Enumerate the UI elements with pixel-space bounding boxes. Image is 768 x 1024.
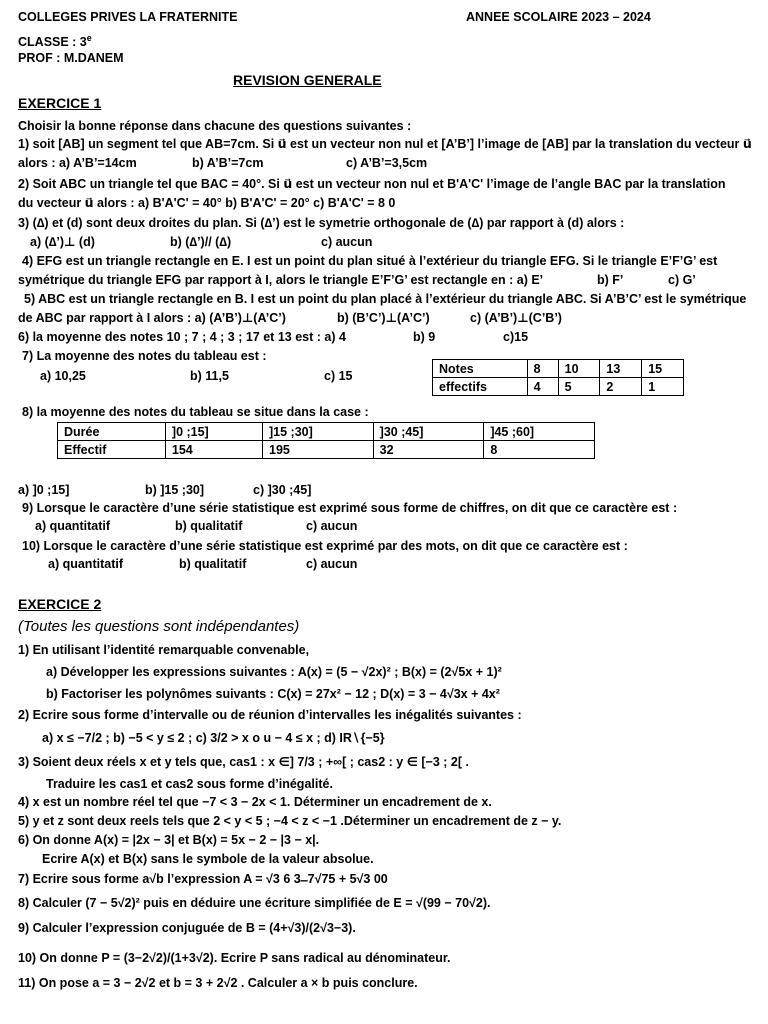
table-cell: 15 bbox=[642, 360, 684, 378]
ex1-q8-text: 8) la moyenne des notes du tableau se situe dans la case : bbox=[22, 405, 369, 419]
table-row bbox=[58, 441, 595, 459]
exercise-1-heading: EXERCICE 1 bbox=[18, 95, 102, 111]
ex1-q10-text: 10) Lorsque le caractère d’une série statistique est exprimé par des mots, on dit que ce caractère est : bbox=[22, 539, 628, 553]
ex2-q1a: a) Développer les expressions suivantes : A(x) = (5 − √2x)² ; B(x) = (2√5x + 1)² bbox=[46, 665, 502, 679]
ex2-q2: 2) Ecrire sous forme d’intervalle ou de réunion d’intervalles les inégalités suivantes : bbox=[18, 708, 522, 722]
ex1-q1-option-b: b) A’B’=7cm bbox=[192, 156, 264, 170]
ex2-q6-b: Ecrire A(x) et B(x) sans le symbole de la valeur absolue. bbox=[42, 852, 374, 866]
ex1-q2-options: du vecteur u⃗ alors : a) B'A'C' = 40° b) B'A'C' = 20° c) B'A'C' = 8 0 bbox=[18, 196, 396, 210]
table-cell: 10 bbox=[558, 360, 600, 378]
ex1-q5-option-c: c) (A’B’)⊥(C’B’) bbox=[470, 311, 562, 325]
ex1-q5-text: 5) ABC est un triangle rectangle en B. I est un point du plan placé à l’extérieur du triangle ABC. Si A’B’C’ est le symétrique bbox=[24, 292, 747, 306]
classe bbox=[18, 30, 92, 50]
classe-label: CLASSE : 3 bbox=[18, 35, 87, 50]
ex1-q10-option-b: b) qualitatif bbox=[179, 557, 247, 571]
ex1-q1-option-a: alors : a) A’B’=14cm bbox=[18, 156, 137, 170]
ex1-q3-option-c: c) aucun bbox=[321, 235, 373, 249]
table-cell: effectifs bbox=[433, 378, 528, 396]
ex1-q2-text: 2) Soit ABC un triangle tel que BAC = 40°. Si u⃗ est un vecteur non nul et B'A'C' l’image de l’angle BAC par la translation bbox=[18, 177, 726, 191]
ex2-q5: 5) y et z sont deux reels tels que 2 < y < 5 ; −4 < z < −1 .Déterminer un encadrement de z − y. bbox=[18, 814, 562, 828]
ex1-q3-option-b: b) (∆’)// (∆) bbox=[170, 235, 232, 249]
ex1-q6-option-b: b) 9 bbox=[413, 330, 436, 344]
ex2-q1: 1) En utilisant l’identité remarquable convenable, bbox=[18, 643, 310, 657]
ex1-q5-option-a: de ABC par rapport à I alors : a) (A’B’)⊥(A’C’) bbox=[18, 311, 286, 325]
ex1-q8-option-b: b) ]15 ;30] bbox=[145, 483, 205, 497]
ex2-q10: 10) On donne P = (3−2√2)/(1+3√2). Ecrire P sans radical au dénominateur. bbox=[18, 951, 451, 965]
school-name: COLLEGES PRIVES LA FRATERNITE bbox=[18, 10, 238, 24]
table-cell: ]15 ;30] bbox=[263, 423, 374, 441]
ex1-q8-option-c: c) ]30 ;45] bbox=[253, 483, 312, 497]
ex1-intro: Choisir la bonne réponse dans chacune des questions suivantes : bbox=[18, 119, 412, 133]
ex1-q7-text: 7) La moyenne des notes du tableau est : bbox=[22, 349, 267, 363]
table-cell: 1 bbox=[642, 378, 684, 396]
ex1-q4-text: 4) EFG est un triangle rectangle en E. I est un point du plan situé à l’extérieur du triangle EFG. Si le triangle E’F’G’ est bbox=[22, 254, 718, 268]
exercise-2-heading: EXERCICE 2 bbox=[18, 596, 102, 612]
ex1-q8-option-a: a) ]0 ;15] bbox=[18, 483, 70, 497]
school-year: ANNEE SCOLAIRE 2023 – 2024 bbox=[466, 10, 651, 24]
page-title: REVISION GENERALE bbox=[233, 72, 382, 88]
ex2-q3-b: Traduire les cas1 et cas2 sous forme d’inégalité. bbox=[46, 777, 333, 791]
ex1-q1-text: 1) soit [AB] un segment tel que AB=7cm. Si u⃗ est un vecteur non nul et [A’B’] l’image de [AB] par la translation du vecteur u⃗ bbox=[18, 137, 752, 151]
table-cell: ]45 ;60] bbox=[484, 423, 595, 441]
ex1-q6-option-c: c)15 bbox=[503, 330, 529, 344]
ex1-q6-text: 6) la moyenne des notes 10 ; 7 ; 4 ; 3 ; 17 et 13 est : a) 4 bbox=[18, 330, 346, 344]
table-cell: 154 bbox=[165, 441, 262, 459]
ex2-q7: 7) Ecrire sous forme a√b l’expression A = √3 6 3 ̶ 7√75 + 5√3 00 bbox=[18, 872, 388, 886]
table-cell: 8 bbox=[484, 441, 595, 459]
ex1-q7-option-b: b) 11,5 bbox=[190, 369, 229, 383]
table-row bbox=[433, 360, 684, 378]
ex2-q4: 4) x est un nombre réel tel que −7 < 3 − 2x < 1. Déterminer un encadrement de x. bbox=[18, 795, 492, 809]
table-cell: 4 bbox=[527, 378, 558, 396]
table-cell: 5 bbox=[558, 378, 600, 396]
ex1-q9-option-c: c) aucun bbox=[306, 519, 358, 533]
ex2-q1b: b) Factoriser les polynômes suivants : C(x) = 27x² − 12 ; D(x) = 3 − 4√3x + 4x² bbox=[46, 687, 500, 701]
table-cell: Effectif bbox=[58, 441, 166, 459]
professor: PROF : M.DANEM bbox=[18, 51, 124, 65]
table-cell: Notes bbox=[433, 360, 528, 378]
ex2-q11: 11) On pose a = 3 − 2√2 et b = 3 + 2√2 . Calculer a × b puis conclure. bbox=[18, 976, 418, 990]
notes-table bbox=[432, 359, 684, 396]
ex2-q3: 3) Soient deux réels x et y tels que, cas1 : x ∈] 7/3 ; +∞[ ; cas2 : y ∈ [−3 ; 2[ . bbox=[18, 755, 469, 769]
duration-table bbox=[57, 422, 595, 459]
ex2-q9: 9) Calculer l’expression conjuguée de B = (4+√3)/(2√3−3). bbox=[18, 921, 356, 935]
table-cell: 195 bbox=[263, 441, 374, 459]
ex1-q4-option-b: b) F’ bbox=[597, 273, 624, 287]
ex1-q9-text: 9) Lorsque le caractère d’une série statistique est exprimé sous forme de chiffres, on dit que ce caractère est : bbox=[22, 501, 678, 515]
table-cell: Durée bbox=[58, 423, 166, 441]
table-cell: 2 bbox=[600, 378, 642, 396]
ex1-q9-option-b: b) qualitatif bbox=[175, 519, 243, 533]
table-cell: 13 bbox=[600, 360, 642, 378]
ex1-q3-option-a: a) (∆’)⊥ (d) bbox=[30, 235, 95, 249]
ex1-q4-option-a: symétrique du triangle EFG par rapport à I, alors le triangle E’F’G’ est rectangle en : a) E’ bbox=[18, 273, 544, 287]
table-cell: ]30 ;45] bbox=[373, 423, 484, 441]
ex1-q10-option-c: c) aucun bbox=[306, 557, 358, 571]
ex2-subtitle: (Toutes les questions sont indépendantes) bbox=[18, 618, 300, 635]
table-row bbox=[433, 378, 684, 396]
table-cell: 8 bbox=[527, 360, 558, 378]
ex1-q5-option-b: b) (B’C’)⊥(A’C’) bbox=[337, 311, 430, 325]
ex2-q2-items: a) x ≤ −7/2 ; b) −5 < y ≤ 2 ; c) 3/2 > x o u − 4 ≤ x ; d) IR∖{−5} bbox=[42, 731, 385, 745]
table-row bbox=[58, 423, 595, 441]
ex2-q6: 6) On donne A(x) = |2x − 3| et B(x) = 5x − 2 − |3 − x|. bbox=[18, 833, 320, 847]
ex1-q7-option-c: c) 15 bbox=[324, 369, 353, 383]
ex1-q10-option-a: a) quantitatif bbox=[48, 557, 123, 571]
ex1-q9-option-a: a) quantitatif bbox=[35, 519, 110, 533]
classe-sup: e bbox=[86, 33, 92, 43]
ex1-q3-text: 3) (∆) et (d) sont deux droites du plan. Si (∆’) est le symetrie orthogonale de (∆) par rapport à (d) alors : bbox=[18, 216, 625, 230]
ex2-q8: 8) Calculer (7 − 5√2)² puis en déduire une écriture simplifiée de E = √(99 − 70√2). bbox=[18, 896, 491, 910]
ex1-q1-option-c: c) A’B’=3,5cm bbox=[346, 156, 428, 170]
ex1-q4-option-c: c) G’ bbox=[668, 273, 696, 287]
ex1-q7-option-a: a) 10,25 bbox=[40, 369, 86, 383]
table-cell: ]0 ;15] bbox=[165, 423, 262, 441]
table-cell: 32 bbox=[373, 441, 484, 459]
